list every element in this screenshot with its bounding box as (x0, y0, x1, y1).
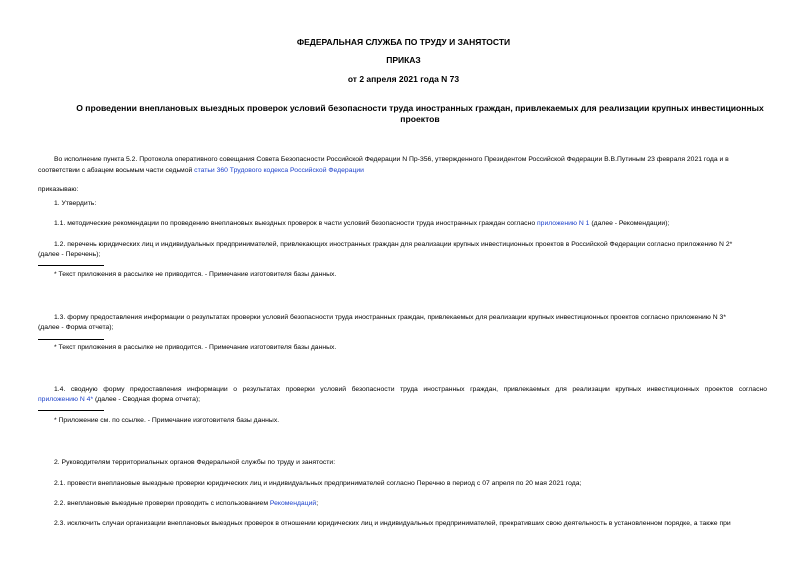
item-2-3: 2.3. исключить случаи организации внеплановых выездных проверок в отношении юридических лиц и индивидуальных предпринимателей, прекративших свою деятельность в установленном порядке, а также при (54, 520, 731, 527)
item-2-2-tail: ; (316, 500, 319, 507)
title-line-1: О проведении внеплановых выездных проверок условий безопасности труда иностранных граждан, привлекаемых для реализации крупных инвестиционных (76, 103, 764, 113)
footnote-divider (38, 265, 104, 266)
footnote-divider (38, 410, 104, 411)
item-1-4-line-2 (38, 395, 807, 405)
document-title (40, 103, 800, 125)
item-2-2-text: 2.2. внеплановые выездные проверки проводить с использованием (54, 500, 270, 507)
footnote-1: * Текст приложения в рассылке не приводится. - Примечание изготовителя базы данных. (54, 271, 337, 278)
item-2-1: 2.1. провести внеплановые выездные проверки юридических лиц и индивидуальных предпринимателей согласно Перечню в период с 07 апреля по 20 мая 2021 года; (54, 480, 582, 487)
intro-line-2-text: соответствии с абзацем восьмым части седьмой (38, 167, 195, 174)
item-1: 1. Утвердить: (54, 200, 97, 207)
item-1-1 (54, 219, 807, 229)
recommendations-link[interactable]: Рекомендаций (269, 500, 317, 507)
item-2: 2. Руководителям территориальных органов Федеральной службы по труду и занятости: (54, 459, 336, 466)
intro-line-1: Во исполнение пункта 5.2. Протокола оперативного совещания Совета Безопасности Российской Федерации N Пр-356, утвержденного Президентом Российской Федерации В.В.Путиным 23 февраля 2021 года и в (54, 156, 729, 163)
footnote-divider (38, 339, 104, 340)
item-1-2-line-2: (далее - Перечень); (38, 251, 101, 258)
item-1-3-line-1: 1.3. форму предоставления информации о результатах проверки условий безопасности труда иностранных граждан, привлекаемых для реализации крупных инвестиционных проектов согласно приложению N 3* (54, 314, 726, 321)
item-1-1-text: 1.1. методические рекомендации по проведению внеплановых выездных проверок в части условий безопасности труда иностранных граждан согласно (54, 220, 537, 227)
labor-code-article-link[interactable]: статьи 360 Трудового кодекса Российской Федерации (194, 167, 364, 174)
item-1-4-line-1: 1.4. сводную форму предоставления информации о результатах проверки условий безопасности труда иностранных граждан, привлекаемых для реализации крупных инвестиционных проектов согласно (54, 386, 767, 393)
item-1-1-tail: (далее - Рекомендации); (589, 220, 670, 227)
footnote-2: * Текст приложения в рассылке не приводится. - Примечание изготовителя базы данных. (54, 344, 337, 351)
item-2-2 (54, 499, 807, 509)
title-line-2: проектов (400, 114, 440, 124)
order-word: приказываю: (38, 186, 79, 193)
document-type: ПРИКАЗ (386, 55, 421, 65)
item-1-3-line-2: (далее - Форма отчета); (38, 324, 114, 331)
agency-name: ФЕДЕРАЛЬНАЯ СЛУЖБА ПО ТРУДУ И ЗАНЯТОСТИ (296, 37, 511, 47)
intro-line-2 (38, 166, 807, 176)
item-1-4-tail: (далее - Сводная форма отчета); (93, 396, 201, 403)
footnote-3: * Приложение см. по ссылке. - Примечание изготовителя базы данных. (54, 417, 280, 424)
appendix-4-link[interactable]: приложению N 4* (38, 396, 94, 403)
document-date-number: от 2 апреля 2021 года N 73 (347, 74, 460, 84)
item-1-2-line-1: 1.2. перечень юридических лиц и индивидуальных предпринимателей, привлекающих иностранных граждан для реализации крупных инвестиционных проектов в Российской Федерации согласно приложению N 2* (54, 241, 733, 248)
appendix-1-link[interactable]: приложению N 1 (537, 220, 590, 227)
